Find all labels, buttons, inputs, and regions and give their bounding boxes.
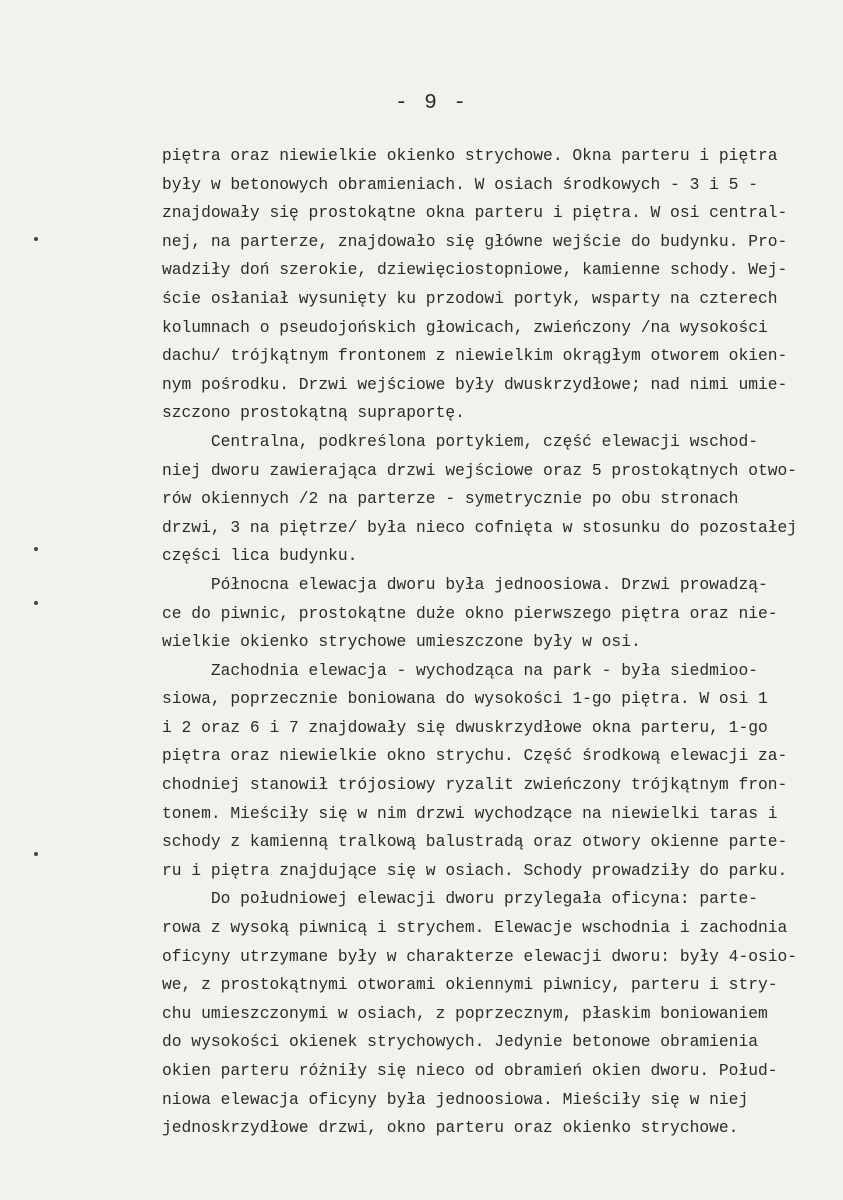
page-number: - 9 - — [395, 92, 469, 115]
text-line: szczono prostokątną supraportę. — [162, 403, 465, 423]
text-line: drzwi, 3 na piętrze/ była nieco cofnięta w stosunku do pozostałej — [162, 517, 798, 537]
text-line: ru i piętra znajdujące się w osiach. Schody prowadziły do parku. — [162, 860, 788, 880]
body-text — [162, 142, 832, 1143]
text-line: nym pośrodku. Drzwi wejściowe były dwuskrzydłowe; nad nimi umie- — [162, 374, 788, 394]
text-line: rowa z wysoką piwnicą i strychem. Elewacje wschodnia i zachodnia — [162, 918, 788, 938]
text-line: oficyny utrzymane były w charakterze elewacji dworu: były 4-osio- — [162, 946, 798, 966]
text-line: nej, na parterze, znajdowało się główne wejście do budynku. Pro- — [162, 231, 788, 251]
text-line: i 2 oraz 6 i 7 znajdowały się dwuskrzydłowe okna parteru, 1-go — [162, 717, 768, 737]
text-line: schody z kamienną tralkową balustradą oraz otwory okienne parte- — [162, 832, 788, 852]
text-line: były w betonowych obramieniach. W osiach środkowych - 3 i 5 - — [162, 174, 758, 194]
text-line: Centralna, podkreślona portykiem, część elewacji wschod- — [162, 431, 758, 451]
text-line: do wysokości okienek strychowych. Jedynie betonowe obramienia — [162, 1032, 758, 1052]
text-line: chu umieszczonymi w osiach, z poprzecznym, płaskim boniowaniem — [162, 1003, 768, 1023]
text-line: tonem. Mieściły się w nim drzwi wychodzące na niewielki taras i — [162, 803, 778, 823]
text-line: części lica budynku. — [162, 546, 358, 566]
text-line: niej dworu zawierająca drzwi wejściowe oraz 5 prostokątnych otwo- — [162, 460, 798, 480]
text-line: ście osłaniał wysunięty ku przodowi portyk, wsparty na czterech — [162, 288, 778, 308]
text-line: wadziły doń szerokie, dziewięciostopniowe, kamienne schody. Wej- — [162, 260, 788, 280]
text-line: ce do piwnic, prostokątne duże okno pierwszego piętra oraz nie- — [162, 603, 778, 623]
text-line: piętra oraz niewielkie okno strychu. Część środkową elewacji za- — [162, 746, 788, 766]
text-line: piętra oraz niewielkie okienko strychowe. Okna parteru i piętra — [162, 146, 778, 165]
text-line: chodniej stanowił trójosiowy ryzalit zwieńczony trójkątnym fron- — [162, 775, 788, 795]
text-line: dachu/ trójkątnym frontonem z niewielkim okrągłym otworem okien- — [162, 346, 788, 366]
margin-dot — [34, 547, 38, 551]
text-line: rów okiennych /2 na parterze - symetrycznie po obu stronach — [162, 489, 739, 509]
text-line: we, z prostokątnymi otworami okiennymi piwnicy, parteru i stry- — [162, 975, 778, 995]
text-line: siowa, poprzecznie boniowana do wysokości 1-go piętra. W osi 1 — [162, 689, 768, 709]
margin-dot — [34, 237, 38, 241]
text-line: Do południowej elewacji dworu przylegała oficyna: parte- — [162, 889, 758, 909]
text-line: Północna elewacja dworu była jednoosiowa. Drzwi prowadzą- — [162, 574, 768, 594]
text-line: znajdowały się prostokątne okna parteru i piętra. W osi central- — [162, 203, 788, 223]
text-line: kolumnach o pseudojońskich głowicach, zwieńczony /na wysokości — [162, 317, 768, 337]
text-line: Zachodnia elewacja - wychodząca na park - była siedmioo- — [162, 660, 758, 680]
text-line: jednoskrzydłowe drzwi, okno parteru oraz okienko strychowe. — [162, 1118, 739, 1138]
margin-dot — [34, 852, 38, 856]
text-line: wielkie okienko strychowe umieszczone były w osi. — [162, 632, 641, 652]
text-line: niowa elewacja oficyny była jednoosiowa. Mieściły się w niej — [162, 1089, 749, 1109]
margin-dot — [34, 601, 38, 605]
text-line: okien parteru różniły się nieco od obramień okien dworu. Połud- — [162, 1061, 778, 1080]
